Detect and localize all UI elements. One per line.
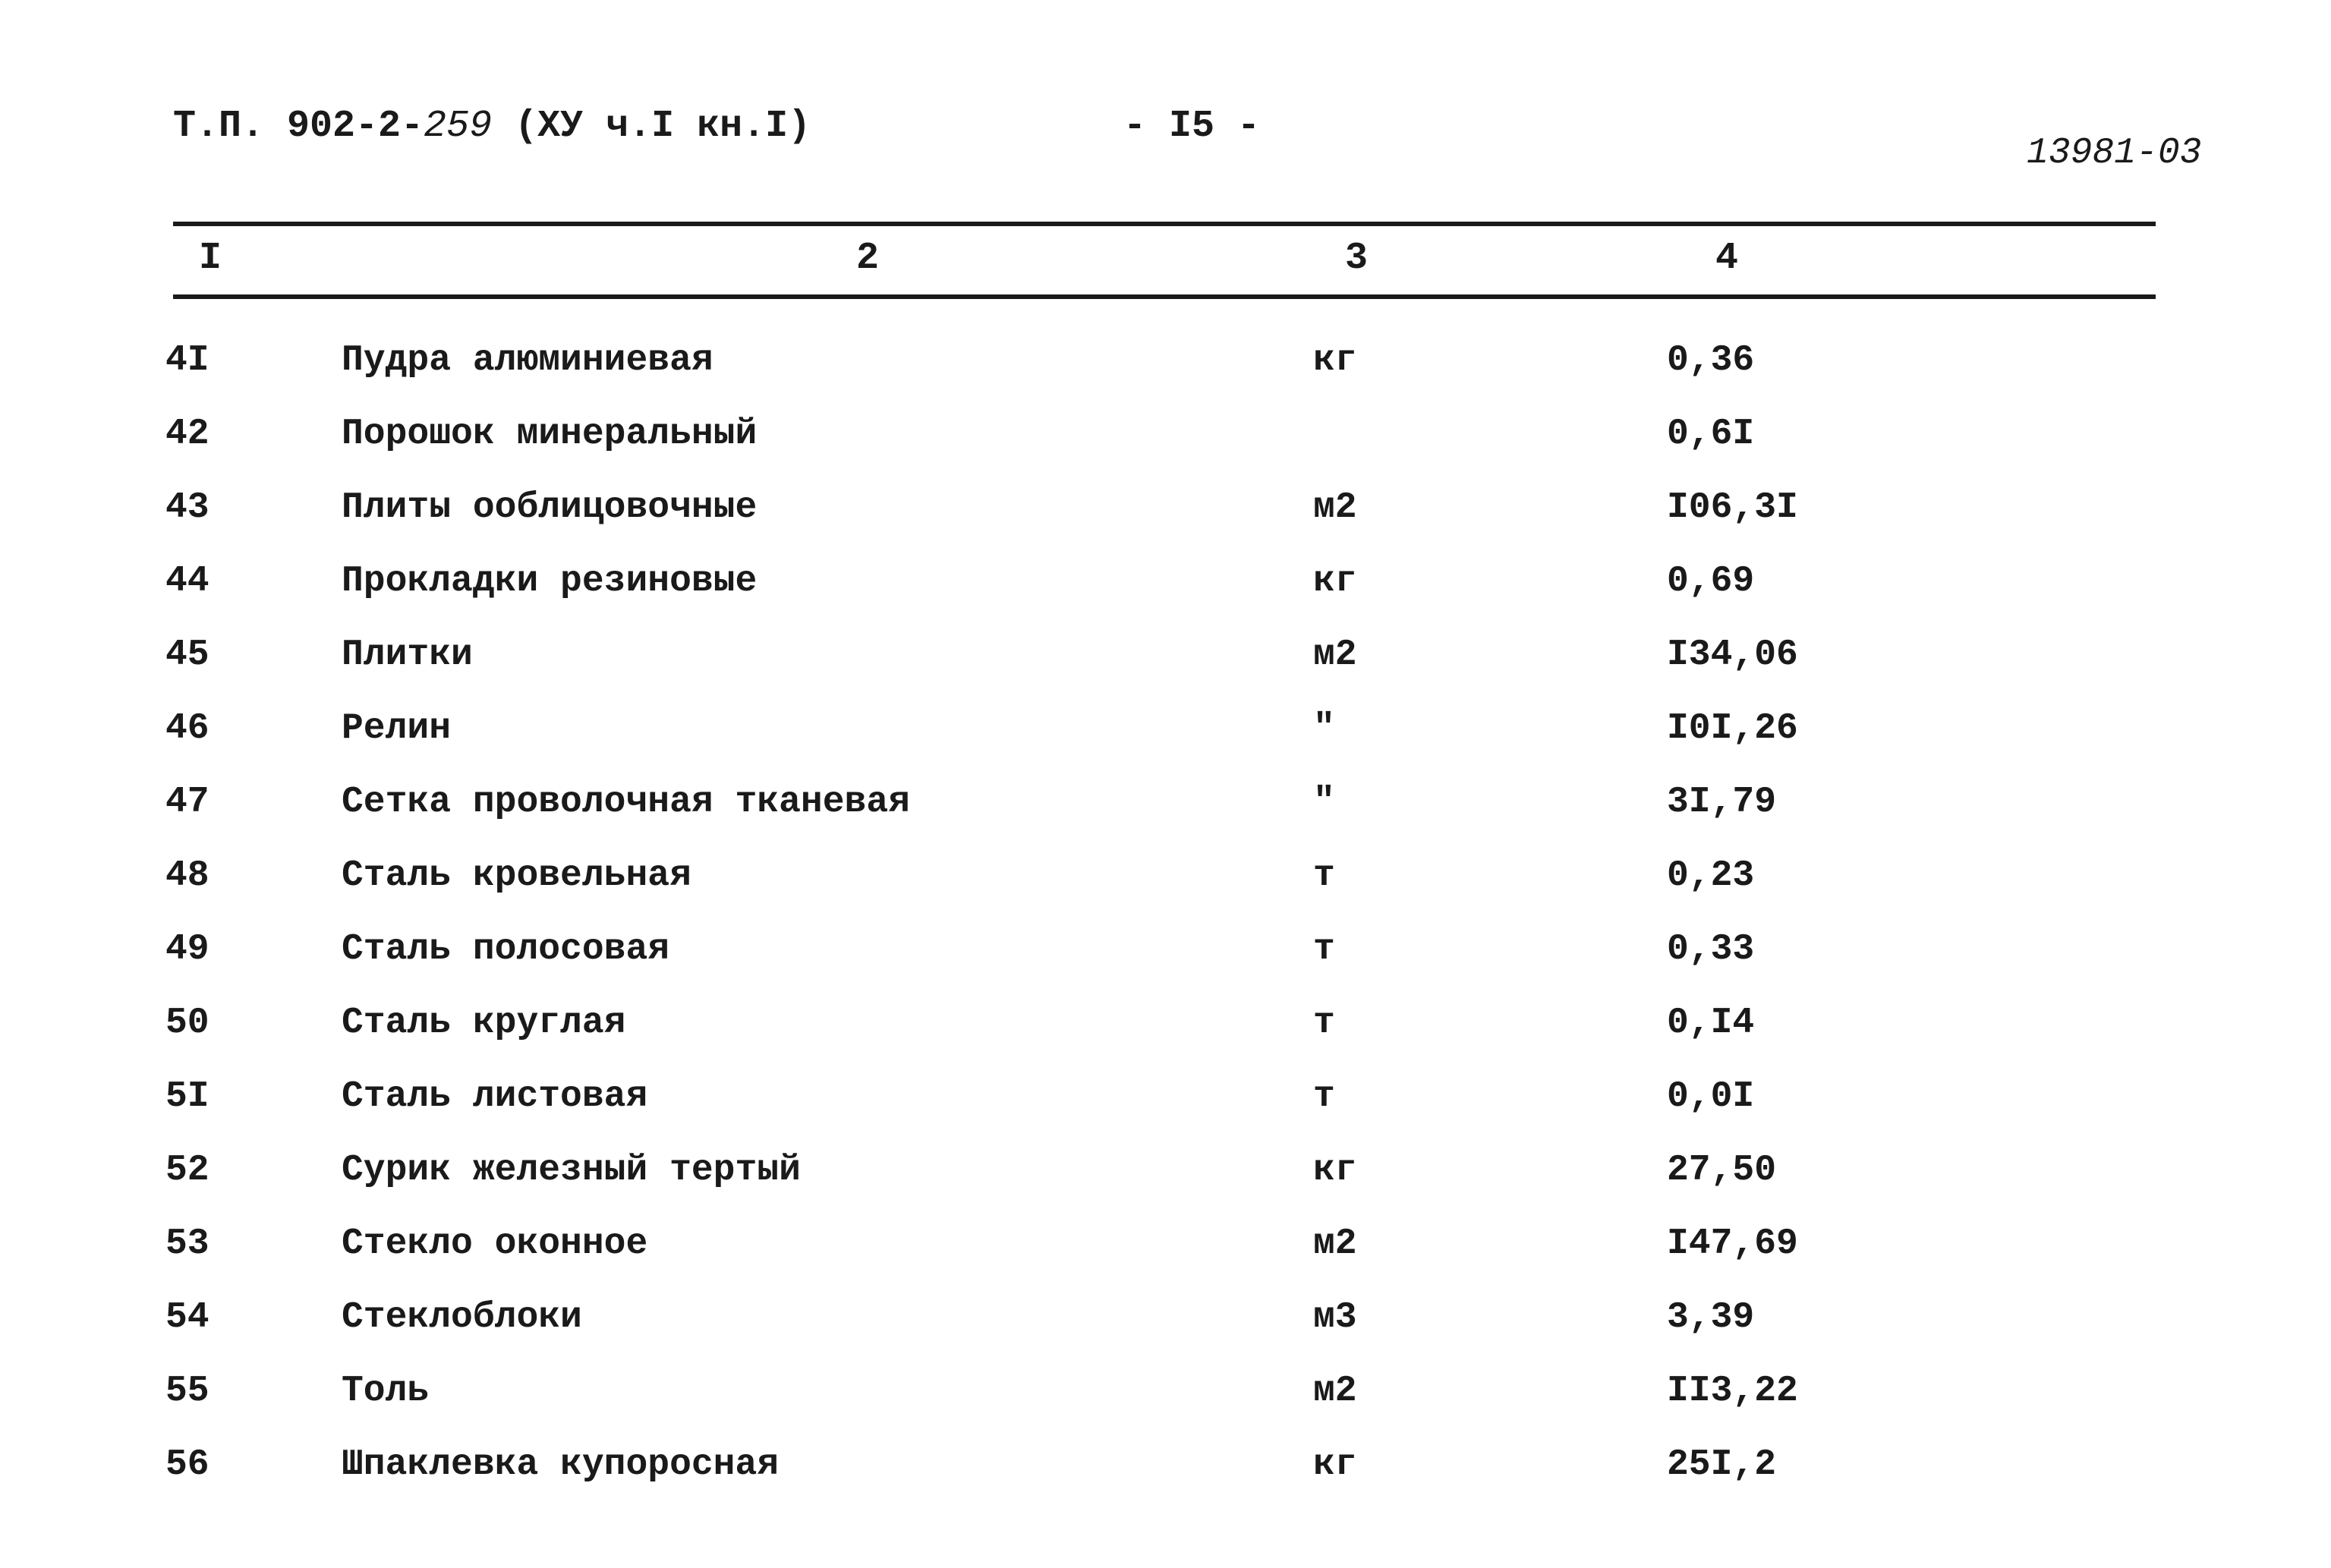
quantity: 0,6I xyxy=(1667,414,1755,455)
column-header-3: 3 xyxy=(1345,237,1369,280)
row-number: 52 xyxy=(165,1150,209,1191)
material-name: Сетка проволочная тканевая xyxy=(342,782,910,823)
table-row xyxy=(0,782,2331,855)
material-name: Плиты ооблицовочные xyxy=(342,487,758,528)
row-number: 4I xyxy=(165,340,209,381)
row-number: 54 xyxy=(165,1297,209,1338)
unit: кг xyxy=(1313,1444,1357,1485)
material-name: Шпаклевка купоросная xyxy=(342,1444,780,1485)
quantity: I34,06 xyxy=(1667,634,1798,675)
quantity: 0,36 xyxy=(1667,340,1755,381)
quantity: II3,22 xyxy=(1667,1371,1798,1412)
column-header-1: I xyxy=(199,237,222,280)
table-row xyxy=(0,1150,2331,1223)
unit: м3 xyxy=(1313,1297,1357,1338)
row-number: 46 xyxy=(165,708,209,749)
quantity: 0,I4 xyxy=(1667,1003,1755,1044)
table-row xyxy=(0,340,2331,414)
table-row xyxy=(0,1223,2331,1297)
unit: кг xyxy=(1313,1150,1357,1191)
table-row xyxy=(0,929,2331,1003)
unit: м2 xyxy=(1313,1223,1357,1264)
table-row xyxy=(0,1444,2331,1518)
material-name: Прокладки резиновые xyxy=(342,561,758,602)
quantity: 3I,79 xyxy=(1667,782,1777,823)
quantity: I06,3I xyxy=(1667,487,1798,528)
material-name: Толь xyxy=(342,1371,430,1412)
column-header-4: 4 xyxy=(1715,237,1739,280)
quantity: 0,0I xyxy=(1667,1076,1755,1117)
row-number: 55 xyxy=(165,1371,209,1412)
material-name: Сурик железный тертый xyxy=(342,1150,801,1191)
unit: т xyxy=(1313,1076,1335,1117)
material-name: Сталь круглая xyxy=(342,1003,626,1044)
material-name: Сталь кровельная xyxy=(342,855,691,896)
unit: кг xyxy=(1313,340,1357,381)
material-name: Стекло оконное xyxy=(342,1223,648,1264)
quantity: 0,33 xyxy=(1667,929,1755,970)
unit: м2 xyxy=(1313,487,1357,528)
document-code xyxy=(173,105,811,148)
table-top-rule xyxy=(173,222,2156,226)
unit: м2 xyxy=(1313,1371,1357,1412)
unit: т xyxy=(1313,1003,1335,1044)
material-name: Релин xyxy=(342,708,452,749)
quantity: 27,50 xyxy=(1667,1150,1777,1191)
row-number: 53 xyxy=(165,1223,209,1264)
material-name: Пудра алюминиевая xyxy=(342,340,713,381)
quantity: 0,69 xyxy=(1667,561,1755,602)
row-number: 49 xyxy=(165,929,209,970)
row-number: 48 xyxy=(165,855,209,896)
column-header-2: 2 xyxy=(856,237,880,280)
quantity: 25I,2 xyxy=(1667,1444,1777,1485)
row-number: 45 xyxy=(165,634,209,675)
unit: т xyxy=(1313,929,1335,970)
quantity: I0I,26 xyxy=(1667,708,1798,749)
table-row xyxy=(0,1003,2331,1076)
unit-ditto-mark: " xyxy=(1313,782,1335,823)
table-row xyxy=(0,487,2331,561)
document-code-suffix: (ХУ ч.I кн.I) xyxy=(492,105,811,148)
row-number: 50 xyxy=(165,1003,209,1044)
unit: кг xyxy=(1313,561,1357,602)
row-number: 42 xyxy=(165,414,209,455)
unit-ditto-mark: " xyxy=(1313,708,1335,749)
page-number: - I5 - xyxy=(1123,105,1261,148)
material-name: Порошок минеральный xyxy=(342,414,758,455)
material-name: Плитки xyxy=(342,634,473,675)
quantity: 0,23 xyxy=(1667,855,1755,896)
row-number: 56 xyxy=(165,1444,209,1485)
table-body xyxy=(0,340,2331,1518)
table-header-rule xyxy=(173,294,2156,299)
table-row xyxy=(0,855,2331,929)
unit: т xyxy=(1313,855,1335,896)
table-row xyxy=(0,708,2331,782)
table-row xyxy=(0,1076,2331,1150)
archive-number: 13981-03 xyxy=(2027,133,2202,174)
document-code-handwritten: 259 xyxy=(424,105,493,148)
table-row xyxy=(0,1371,2331,1444)
table-row xyxy=(0,1297,2331,1371)
row-number: 43 xyxy=(165,487,209,528)
material-name: Сталь листовая xyxy=(342,1076,648,1117)
row-number: 5I xyxy=(165,1076,209,1117)
table-row xyxy=(0,414,2331,487)
quantity: I47,69 xyxy=(1667,1223,1798,1264)
document-code-prefix: Т.П. 902-2- xyxy=(173,105,424,148)
unit: м2 xyxy=(1313,634,1357,675)
table-row xyxy=(0,634,2331,708)
row-number: 47 xyxy=(165,782,209,823)
table-row xyxy=(0,561,2331,634)
row-number: 44 xyxy=(165,561,209,602)
quantity: 3,39 xyxy=(1667,1297,1755,1338)
material-name: Сталь полосовая xyxy=(342,929,670,970)
material-name: Стеклоблоки xyxy=(342,1297,582,1338)
